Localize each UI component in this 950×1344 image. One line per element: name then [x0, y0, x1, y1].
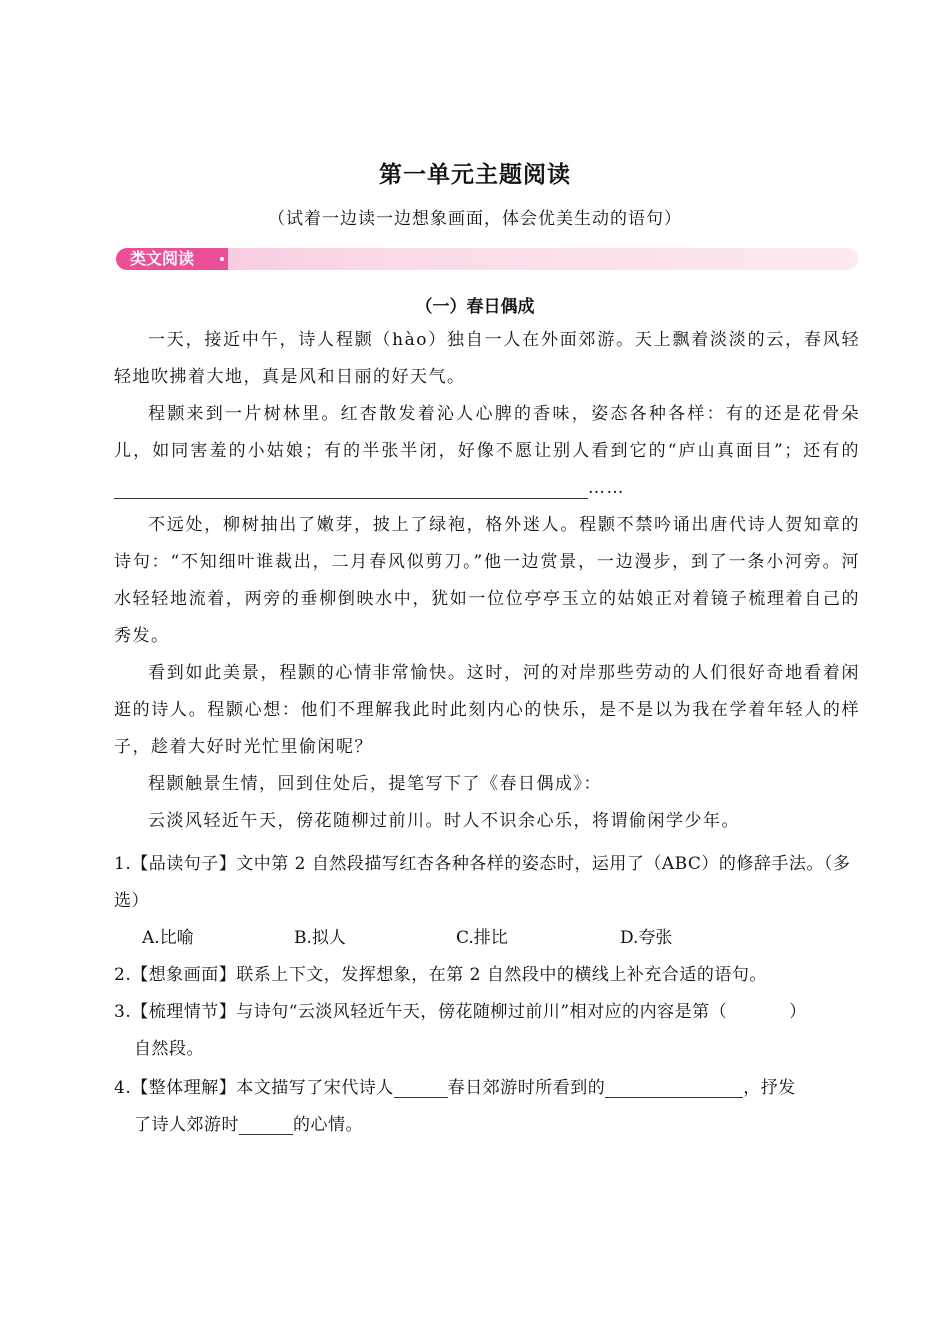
option-a[interactable]: A.比喻	[142, 928, 194, 948]
question-3-paren: ）	[789, 1002, 807, 1022]
page-title: 第一单元主题阅读	[379, 162, 571, 188]
answer-blank-scenery[interactable]	[605, 1077, 743, 1098]
banner-label: 类文阅读	[130, 249, 195, 268]
question-4	[114, 1070, 864, 1144]
question-3-continuation: 自然段。	[134, 1039, 204, 1059]
paragraph-1: 一天，接近中午，诗人程颢（hào）独自一人在外面郊游。天上飘着淡淡的云，春风轻轻地吹拂着大地，真是风和日丽的好天气。	[114, 330, 860, 387]
banner-tag	[116, 248, 228, 270]
ellipsis: ……	[588, 478, 625, 498]
question-4-text-d: 了诗人郊游时	[134, 1115, 239, 1135]
dot-icon	[220, 257, 224, 261]
question-1: 1.【品读句子】文中第 2 自然段描写红杏各种各样的姿态时，运用了（ABC）的修辞手法。（多选）	[114, 854, 851, 911]
answer-blank-poet[interactable]	[394, 1077, 448, 1098]
fill-in-blank[interactable]	[114, 476, 588, 499]
question-3-text: 3.【梳理情节】与诗句“云淡风轻近午天，傍花随柳过前川”相对应的内容是第（	[114, 1002, 728, 1022]
paragraph-2-text: 程颢来到一片树林里。红杏散发着沁人心脾的香味，姿态各种各样：有的还是花骨朵儿，如同害羞的小姑娘；有的半张半闭，好像不愿让别人看到它的“庐山真面目”；还有的	[114, 404, 860, 461]
question-2: 2.【想象画面】联系上下文，发挥想象，在第 2 自然段中的横线上补充合适的语句。	[114, 965, 767, 985]
option-c[interactable]: C.排比	[456, 928, 508, 948]
option-b[interactable]: B.拟人	[294, 928, 346, 948]
question-4-text-c: ，抒发	[743, 1078, 796, 1098]
question-3	[114, 994, 864, 1068]
poem: 云淡风轻近午天，傍花随柳过前川。时人不识余心乐，将谓偷闲学少年。	[148, 811, 740, 831]
paragraph-2	[114, 396, 860, 507]
question-4-text-e: 的心情。	[293, 1115, 363, 1135]
answer-blank-mood[interactable]	[239, 1114, 293, 1135]
question-4-text-a: 4.【整体理解】本文描写了宋代诗人	[114, 1078, 394, 1098]
article-body	[114, 322, 860, 840]
section-banner	[116, 248, 858, 270]
paragraph-4: 看到如此美景，程颢的心情非常愉快。这时，河的对岸那些劳动的人们很好奇地看着闲逛的诗人。程颢心想：他们不理解我此时此刻内心的快乐，是不是以为我在学着年轻人的样子，趁着大好时光忙里偷闲呢？	[114, 663, 860, 757]
page-subtitle: （试着一边读一边想象画面，体会优美生动的语句）	[268, 209, 682, 229]
paragraph-3: 不远处，柳树抽出了嫩芽，披上了绿袍，格外迷人。程颢不禁吟诵出唐代诗人贺知章的诗句：“不知细叶谁裁出，二月春风似剪刀。”他一边赏景，一边漫步，到了一条小河旁。河水轻轻地流着，两旁的垂柳倒映水中，犹如一位位亭亭玉立的姑娘正对着镜子梳理着自己的秀发。	[114, 515, 860, 646]
option-d[interactable]: D.夸张	[620, 928, 673, 948]
paragraph-5: 程颢触景生情，回到住处后，提笔写下了《春日偶成》：	[148, 774, 602, 794]
question-1-options	[142, 920, 672, 957]
question-4-text-b: 春日郊游时所看到的	[447, 1078, 606, 1098]
section-title: （一）春日偶成	[415, 297, 535, 317]
